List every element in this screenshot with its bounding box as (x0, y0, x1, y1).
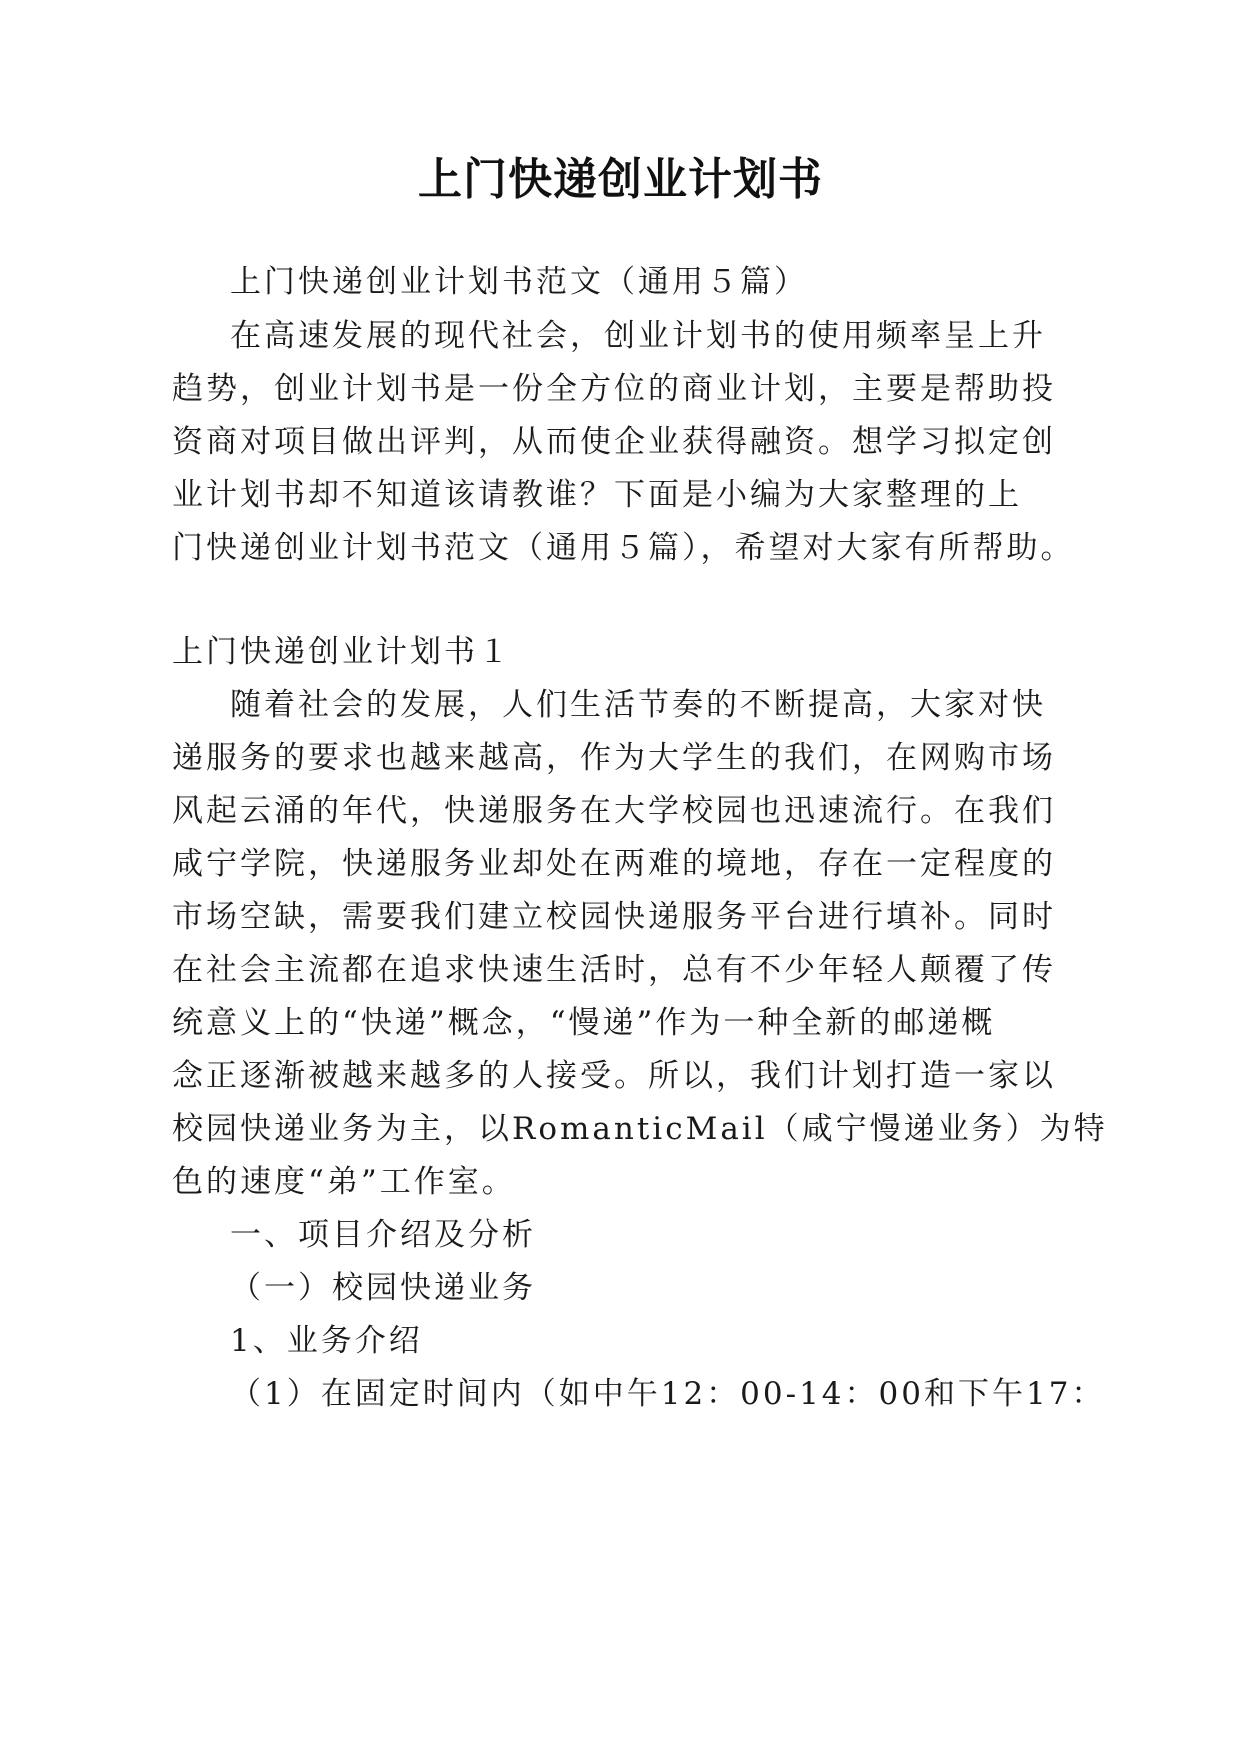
paragraph-line: 趋势，创业计划书是一份全方位的商业计划，主要是帮助投 (172, 371, 1056, 407)
paragraph-line: 在社会主流都在追求快速生活时，总有不少年轻人颠覆了传 (172, 952, 1056, 988)
subheading: 1、业务介绍 (230, 1323, 423, 1359)
paragraph-line: （1）在固定时间内（如中午12：00-14：00和下午17： (230, 1376, 1106, 1412)
document-title: 上门快递创业计划书 (418, 154, 823, 205)
paragraph-line: 统意义上的“快递”概念，“慢递”作为一种全新的邮递概 (172, 1005, 996, 1041)
paragraph-line: 递服务的要求也越来越高，作为大学生的我们，在网购市场 (172, 740, 1056, 776)
subheading: （一）校园快递业务 (230, 1270, 536, 1306)
paragraph-line: 资商对项目做出评判，从而使企业获得融资。想学习拟定创 (172, 424, 1056, 460)
paragraph-line: 业计划书却不知道该请教谁？下面是小编为大家整理的上 (172, 477, 1022, 513)
paragraph-line: 门快递创业计划书范文（通用５篇），希望对大家有所帮助。 (172, 530, 1075, 566)
paragraph-line: 在高速发展的现代社会，创业计划书的使用频率呈上升 (230, 318, 1046, 354)
paragraph-line: 随着社会的发展，人们生活节奏的不断提高，大家对快 (230, 687, 1046, 723)
paragraph-line: 念正逐渐被越来越多的人接受。所以，我们计划打造一家以 (172, 1058, 1056, 1094)
paragraph-line: 校园快递业务为主，以RomanticMail（咸宁慢递业务）为特 (172, 1111, 1108, 1147)
paragraph-line: 上门快递创业计划书范文（通用５篇） (230, 264, 808, 300)
paragraph-line: 市场空缺，需要我们建立校园快递服务平台进行填补。同时 (172, 899, 1056, 935)
paragraph-line: 咸宁学院，快递服务业却处在两难的境地，存在一定程度的 (172, 846, 1056, 882)
paragraph-line: 色的速度“弟”工作室。 (172, 1164, 516, 1200)
section-heading: 上门快递创业计划书１ (172, 634, 512, 670)
paragraph-line: 风起云涌的年代，快递服务在大学校园也迅速流行。在我们 (172, 793, 1056, 829)
subheading: 一、项目介绍及分析 (230, 1217, 536, 1253)
